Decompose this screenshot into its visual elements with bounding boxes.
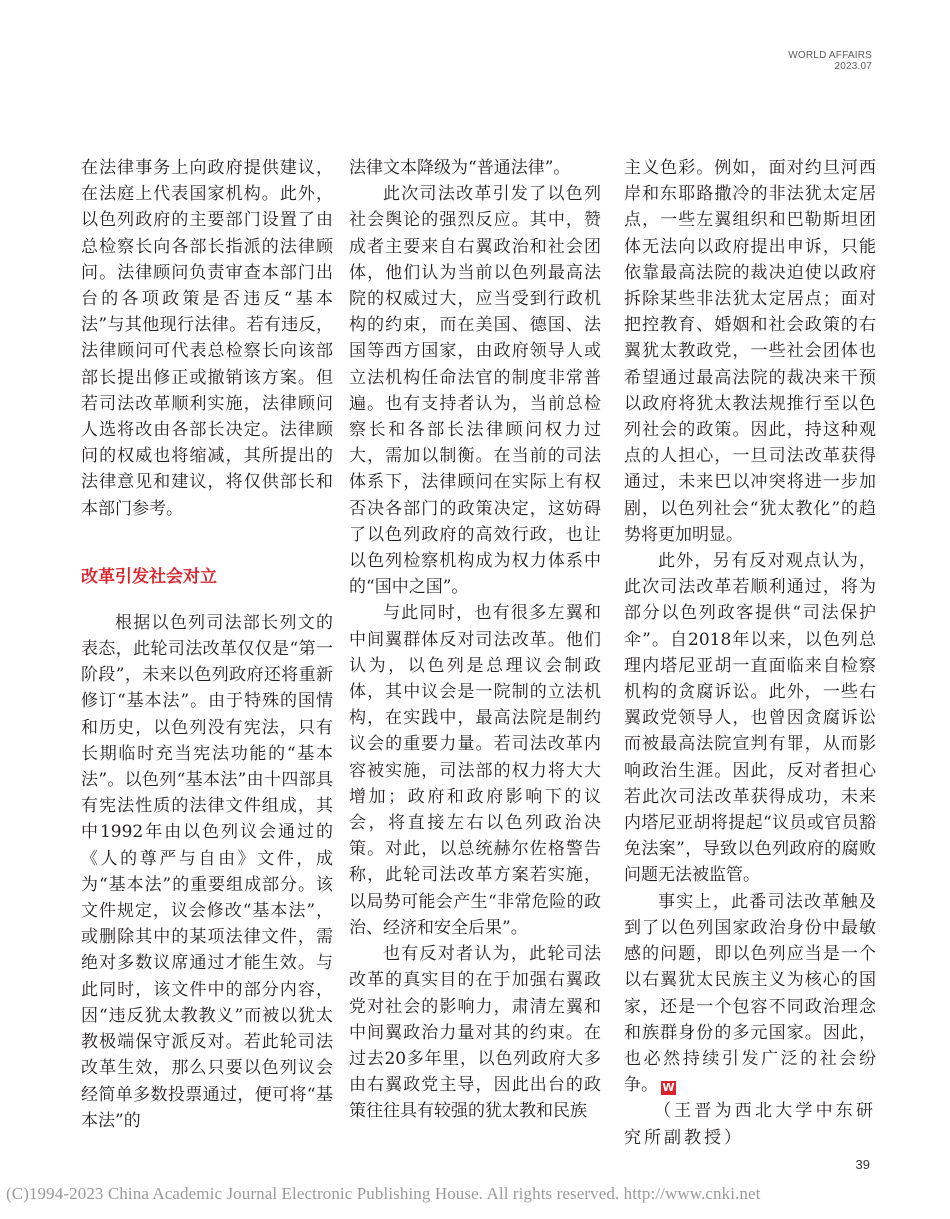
column-1 [81,155,333,1134]
page-number: 39 [855,1157,870,1172]
copyright-line: (C)1994-2023 China Academic Journal Electronic Publishing House. All rights reserved. http://www.cnki.net [6,1184,761,1203]
column-2 [349,155,601,1125]
paragraph: 也有反对者认为，此轮司法改革的真实目的在于加强右翼政党对社会的影响力，肃清左翼和中间翼政治力量对其的约束。在过去20多年里，以色列政府大多由右翼政党主导，因此出台的政策往往具有较强的犹太教和民族 [349,944,601,1122]
paragraph: 主义色彩。例如，面对约旦河西岸和东耶路撒冷的非法犹太定居点，一些左翼组织和巴勒斯坦团体无法向以政府提出申诉，只能依靠最高法院的裁决迫使以政府拆除某些非法犹太定居点；面对把控教育、婚姻和社会政策的右翼犹太教政党，一些社会团体也希望通过最高法院的裁决来干预以政府将犹太教法规推行至以色列社会的政策。因此，持这种观点的人担心，一旦司法改革获得通过，未来巴以冲突将进一步加剧，以色列社会“犹太教化”的趋势将更加明显。 [624,158,876,545]
paragraph-text: 事实上，此番司法改革触及到了以色列国家政治身份中最敏感的问题，即以色列应当是一个以右翼犹太民族主义为核心的国家，还是一个包容不同政治理念和族群身份的多元国家。因此，也必然持续引发广泛的社会纷争。 [624,891,876,1096]
paragraph: 根据以色列司法部长列文的表态，此轮司法改革仅仅是“第一阶段”，未来以色列政府还将重新修订“基本法”。由于特殊的国情和历史，以色列没有宪法，只有长期临时充当宪法功能的“基本法”。以色列“基本法”由十四部具有宪法性质的法律文件组成，其中1992年由以色列议会通过的《人的尊严与自由》文件，成为“基本法”的重要组成部分。该文件规定，议会修改“基本法”，或删除其中的某项法律文件，需绝对多数议席通过才能生效。与此同时，该文件中的部分内容，因“违反犹太教教义”而被以犹太教极端保守派反对。若此轮司法改革生效，那么只要以色列议会经简单多数投票通过，便可将“基本法”的 [81,612,333,1131]
issue-date: 2023.07 [834,61,872,72]
paragraph: 与此同时，也有很多左翼和中间翼群体反对司法改革。他们认为，以色列是总理议会制政体，其中议会是一院制的立法机构，在实践中，最高法院是制约议会的重要力量。若司法改革内容被实施，司法部的权力将大大增加；政府和政府影响下的议会，将直接左右以色列政治决策。对此，以总统赫尔佐格警告称，此轮司法改革方案若实施，以局势可能会产生“非常危险的政治、经济和安全后果”。 [349,603,601,938]
paragraph: 此外，另有反对观点认为，此次司法改革若顺利通过，将为部分以色列政客提供“司法保护伞”。自2018年以来，以色列总理内塔尼亚胡一直面临来自检察机构的贪腐诉讼。此外，一些右翼政党领导人，也曾因贪腐诉讼而被最高法院宣判有罪，从而影响政治生涯。因此，反对者担心若此次司法改革获得成功，未来内塔尼亚胡将提起“议员或官员豁免法案”，导致以色列政府的腐败问题无法被监管。 [624,551,876,886]
paragraph: 此次司法改革引发了以色列社会舆论的强烈反应。其中，赞成者主要来自右翼政治和社会团体，他们认为当前以色列最高法院的权威过大，应当受到行政机构的约束，而在美国、德国、法国等西方国家，由政府领导人或立法机构任命法官的制度非常普遍。也有支持者认为，当前总检察长和各部长法律顾问权力过大，需加以制衡。在当前的司法体系下，法律顾问在实际上有权否决各部门的政策决定，这妨碍了以色列政府的高效行政，也让以色列检察机构成为权力体系中的“国中之国”。 [349,184,601,598]
paragraph: 法律文本降级为“普通法律”。 [349,158,571,178]
magazine-name: WORLD AFFAIRS [788,50,872,61]
paragraph-final [624,889,876,1099]
end-mark-icon: W [662,1081,675,1095]
column-3 [624,155,876,1151]
paragraph: 在法律事务上向政府提供建议，在法庭上代表国家机构。此外，以色列政府的主要部门设置了由总检察长向各部长指派的法律顾问。法律顾问负责审查本部门出台的各项政策是否违反“基本法”与其他现行法律。若有违反，法律顾问可代表总检察长向该部部长提出修正或撤销该方案。但若司法改革顺利实施，法律顾问人选将改由各部长决定。法律顾问的权威也将缩减，其所提出的法律意见和建议，将仅供部长和本部门参考。 [81,158,333,519]
running-header [788,50,872,72]
author-note: （王晋为西北大学中东研究所副教授） [624,1101,876,1148]
section-title: 改革引发社会对立 [81,566,217,587]
